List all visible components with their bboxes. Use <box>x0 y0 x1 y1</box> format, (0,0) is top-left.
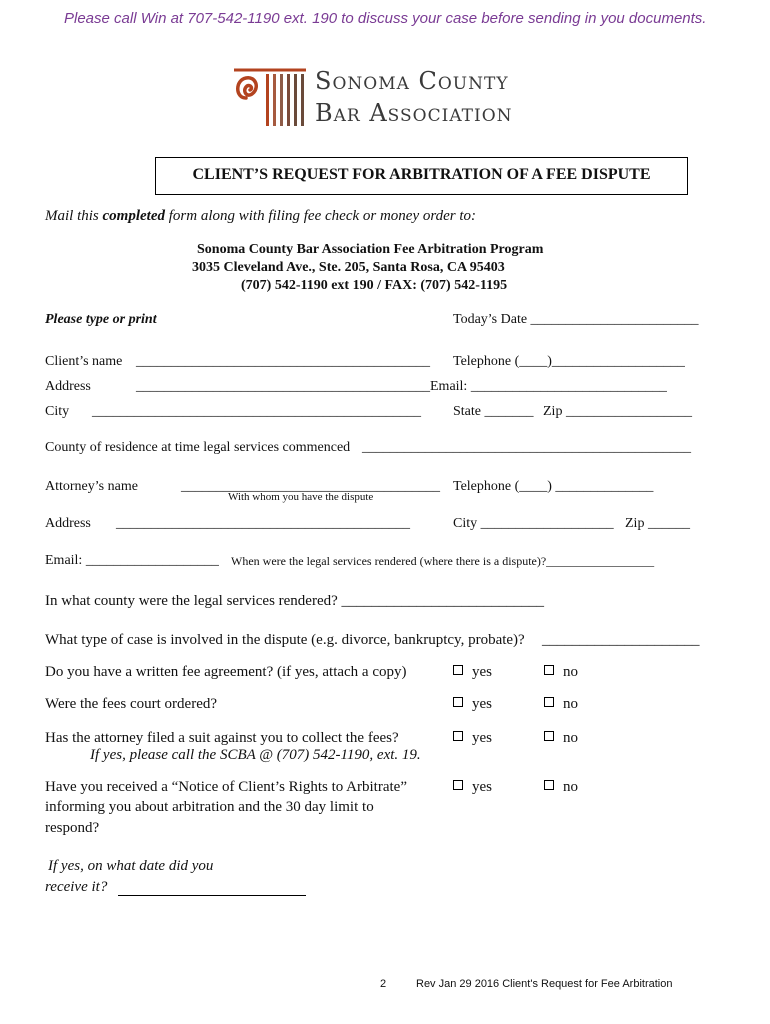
revision-note: Rev Jan 29 2016 Client's Request for Fee Arbitration <box>416 978 673 990</box>
attorney-name-field[interactable]: _____________________________________ <box>181 479 440 494</box>
attorney-name-label: Attorney’s name <box>45 479 138 494</box>
case-type-label: What type of case is involved in the dispute (e.g. divorce, bankruptcy, probate)? <box>45 632 525 648</box>
q4-yes-checkbox[interactable]: yes <box>453 779 492 796</box>
client-city-label: City <box>45 404 70 419</box>
client-name-field[interactable]: __________________________________________ <box>136 354 430 369</box>
attorney-city-field[interactable]: City ___________________ <box>453 516 614 531</box>
question-court-ordered: Were the fees court ordered? <box>45 696 218 712</box>
todays-date-field[interactable]: Today’s Date ________________________ <box>453 312 699 327</box>
client-city-field[interactable]: _______________________________________________ <box>92 404 421 419</box>
question-notice-line3: respond? <box>45 820 100 836</box>
receive-date-line1: If yes, on what date did you <box>48 858 214 874</box>
address-line3: (707) 542-1190 ext 190 / FAX: (707) 542-1195 <box>241 278 508 293</box>
client-address-email-field[interactable]: __________________________________________Email: ____________________________ <box>136 379 667 394</box>
form-title: CLIENT’S REQUEST FOR ARBITRATION OF A FEE DISPUTE <box>192 166 651 183</box>
client-telephone-field[interactable]: Telephone (____)___________________ <box>453 354 685 369</box>
q2-no-checkbox[interactable]: no <box>544 696 578 713</box>
q1-no-checkbox[interactable]: no <box>544 664 578 681</box>
question-written-agreement: Do you have a written fee agreement? (if yes, attach a copy) <box>45 664 407 680</box>
checkbox-icon <box>453 731 463 741</box>
attorney-email-field[interactable]: Email: ___________________ <box>45 553 219 568</box>
q3-yes-checkbox[interactable]: yes <box>453 730 492 747</box>
checkbox-icon <box>544 731 554 741</box>
county-residence-label: County of residence at time legal services commenced <box>45 440 351 455</box>
client-address-label: Address <box>45 379 91 394</box>
checkbox-icon <box>544 697 554 707</box>
mail-instructions: Mail this completed form along with filing fee check or money order to: <box>45 208 477 224</box>
scba-logo-icon <box>232 66 308 128</box>
receive-date-line2: receive it? <box>45 879 108 895</box>
checkbox-icon <box>453 780 463 790</box>
address-line2: 3035 Cleveland Ave., Ste. 205, Santa Rosa, CA 95403 <box>192 260 505 275</box>
logo-line1: Sonoma County <box>315 67 509 95</box>
page-number: 2 <box>380 978 387 990</box>
please-type-label: Please type or print <box>45 312 157 327</box>
logo-line2: Bar Association <box>315 99 513 127</box>
q3-no-checkbox[interactable]: no <box>544 730 578 747</box>
county-residence-field[interactable]: _______________________________________________ <box>362 440 691 455</box>
attorney-address-label: Address <box>45 516 91 531</box>
client-name-label: Client’s name <box>45 354 123 369</box>
question-notice-line1: Have you received a “Notice of Client’s Rights to Arbitrate” <box>45 779 407 795</box>
checkbox-icon <box>544 665 554 675</box>
q1-yes-checkbox[interactable]: yes <box>453 664 492 681</box>
checkbox-icon <box>453 665 463 675</box>
q4-no-checkbox[interactable]: no <box>544 779 578 796</box>
client-state-field[interactable]: State _______ <box>453 404 534 419</box>
county-rendered-field[interactable]: In what county were the legal services rendered? ___________________________ <box>45 593 545 609</box>
suit-filed-note: If yes, please call the SCBA @ (707) 542-1190, ext. 19. <box>90 747 421 763</box>
attorney-subnote: With whom you have the dispute <box>228 491 374 503</box>
case-type-field[interactable]: _____________________ <box>542 632 700 648</box>
attorney-zip-field[interactable]: Zip ______ <box>625 516 690 531</box>
top-note: Please call Win at 707-542-1190 ext. 190 to discuss your case before sending in you documents. <box>64 10 707 27</box>
checkbox-icon <box>453 697 463 707</box>
attorney-telephone-field[interactable]: Telephone (____) ______________ <box>453 479 654 494</box>
question-suit-filed: Has the attorney filed a suit against you to collect the fees? <box>45 730 399 746</box>
question-notice-line2: informing you about arbitration and the 30 day limit to <box>45 799 374 815</box>
services-when-field[interactable]: When were the legal services rendered (where there is a dispute)?__________________ <box>231 554 655 568</box>
address-line1: Sonoma County Bar Association Fee Arbitration Program <box>197 242 544 257</box>
receive-date-field[interactable] <box>118 881 306 896</box>
checkbox-icon <box>544 780 554 790</box>
q2-yes-checkbox[interactable]: yes <box>453 696 492 713</box>
attorney-address-field[interactable]: __________________________________________ <box>116 516 410 531</box>
client-zip-field[interactable]: Zip __________________ <box>543 404 692 419</box>
